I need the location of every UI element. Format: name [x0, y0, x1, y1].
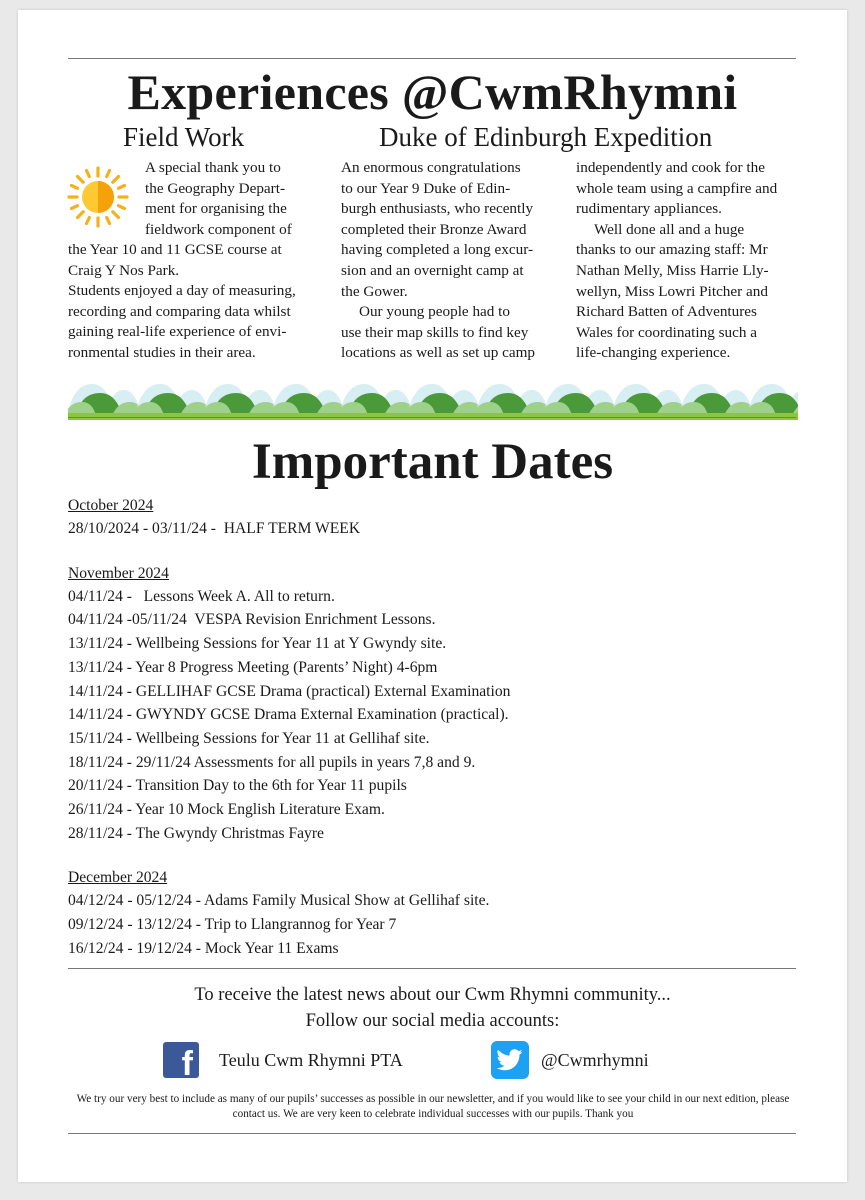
footer-line-2: Follow our social media accounts:	[305, 1011, 560, 1031]
duke-of-edinburgh-title: Duke of Edinburgh Expedition	[379, 122, 713, 152]
important-dates-title: Important Dates	[251, 434, 614, 490]
text-line: ronmental studies in their area.	[68, 343, 256, 361]
facebook-icon: f	[163, 1042, 199, 1078]
text-line: fieldwork component of	[145, 220, 292, 238]
twitter-link[interactable]	[491, 1042, 649, 1078]
text-line: An enormous congratulations	[341, 159, 521, 176]
text-line: recording and comparing data whilst	[68, 302, 291, 320]
text-line: Our young people had to	[359, 303, 510, 321]
date-entry: 28/10/2024 - 03/11/24 - HALF TERM WEEK	[68, 520, 361, 537]
date-entry: 20/11/24 - Transition Day to the 6th for Year 11 pupils	[68, 777, 407, 795]
date-entry: 18/11/24 - 29/11/24 Assessments for all pupils in years 7,8 and 9.	[68, 753, 476, 771]
field-work-text-top	[145, 158, 340, 240]
newsletter-page	[18, 10, 847, 1182]
text-line: use their map skills to find key	[341, 323, 529, 341]
text-line: Well done all and a huge	[594, 220, 745, 238]
month-heading: October 2024	[68, 497, 154, 514]
text-line: to our Year 9 Duke of Edin-	[341, 179, 511, 197]
date-entry: 04/12/24 - 05/12/24 - Adams Family Musical Show at Gellihaf site.	[68, 892, 490, 910]
text-line: having completed a long excur-	[341, 241, 534, 259]
sun-icon	[66, 165, 130, 229]
text-line: completed their Bronze Award	[341, 220, 527, 238]
date-entry: 13/11/24 - Year 8 Progress Meeting (Parents’ Night) 4-6pm	[68, 658, 438, 676]
text-line: rudimentary appliances.	[576, 200, 722, 218]
text-line: wellyn, Miss Lowri Pitcher and	[576, 282, 768, 300]
section-rule	[68, 417, 796, 418]
facebook-link[interactable]	[163, 1042, 403, 1083]
hills-decoration	[68, 380, 798, 426]
date-entry: 09/12/24 - 13/12/24 - Trip to Llangrannog for Year 7	[68, 916, 397, 934]
top-rule	[68, 58, 796, 59]
month-heading: December 2024	[68, 869, 168, 887]
footer-disclaimer: We try our very best to include as many of our pupils’ successes as possible in our newsletter, and if you would like to see your child in our next edition, please contact us. We are very keen to celebrate individual successes with our pupils. Thank you	[76, 1093, 790, 1120]
text-line: Students enjoyed a day of measuring,	[68, 282, 296, 300]
text-line: burgh enthusiasts, who recently	[341, 200, 534, 218]
text-line: life-changing experience.	[576, 344, 731, 362]
text-line: locations as well as set up camp	[341, 344, 536, 362]
date-entry: 14/11/24 - GELLIHAF GCSE Drama (practical) External Examination	[68, 682, 511, 700]
text-line: sion and an overnight camp at	[341, 261, 524, 279]
text-line: the Geography Depart-	[145, 179, 286, 197]
month-heading: November 2024	[68, 564, 169, 582]
twitter-label: @Cwmrhymni	[541, 1049, 649, 1070]
footer-bottom-rule	[68, 1133, 796, 1134]
text-line: independently and cook for the	[576, 159, 765, 176]
page-title: Experiences @CwmRhymni	[127, 64, 738, 120]
text-line: Richard Batten of Adventures	[576, 303, 757, 321]
duke-column-2	[576, 158, 816, 364]
date-entry: 26/11/24 - Year 10 Mock English Literature Exam.	[68, 801, 385, 819]
text-line: whole team using a campfire and	[576, 179, 778, 197]
text-line: Nathan Melly, Miss Harrie Lly-	[576, 261, 769, 279]
facebook-label: Teulu Cwm Rhymni PTA	[219, 1049, 403, 1070]
date-entry: 16/12/24 - 19/12/24 - Mock Year 11 Exams	[68, 939, 339, 957]
text-line: ment for organising the	[145, 200, 287, 218]
footer-top-rule	[68, 968, 796, 969]
text-line: gaining real-life experience of envi-	[68, 323, 287, 341]
text-line: Craig Y Nos Park.	[68, 261, 180, 279]
text-line: the Gower.	[341, 282, 408, 300]
dates-list	[68, 495, 808, 961]
date-entry: 04/11/24 - Lessons Week A. All to return.	[68, 587, 335, 605]
footer-line-1: To receive the latest news about our Cwm Rhymni community...	[194, 985, 671, 1005]
text-line: the Year 10 and 11 GCSE course at	[68, 241, 282, 258]
date-entry: 13/11/24 - Wellbeing Sessions for Year 11 at Y Gwyndy site.	[68, 635, 447, 653]
twitter-icon	[491, 1041, 529, 1079]
date-entry: 14/11/24 - GWYNDY GCSE Drama External Examination (practical).	[68, 706, 509, 724]
field-work-text-body	[68, 240, 343, 364]
text-line: A special thank you to	[145, 159, 281, 176]
text-line: Wales for coordinating such a	[576, 323, 757, 341]
duke-column-1	[341, 158, 573, 364]
date-entry: 28/11/24 - The Gwyndy Christmas Fayre	[68, 824, 324, 842]
text-line: thanks to our amazing staff: Mr	[576, 241, 768, 259]
date-entry: 15/11/24 - Wellbeing Sessions for Year 11 at Gellihaf site.	[68, 729, 430, 747]
date-entry: 04/11/24 -05/11/24 VESPA Revision Enrichment Lessons.	[68, 611, 436, 629]
field-work-title: Field Work	[123, 122, 245, 152]
